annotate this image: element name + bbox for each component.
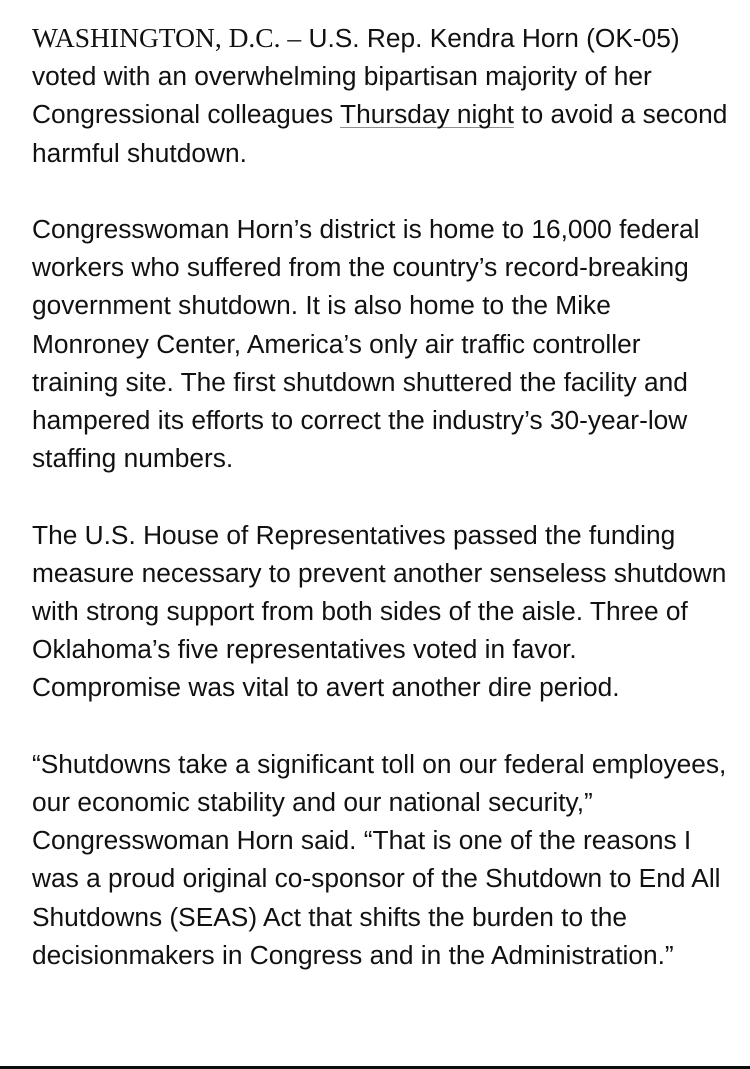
- paragraph-1: [32, 19, 732, 172]
- dateline: WASHINGTON, D.C. –: [32, 22, 302, 53]
- date-link[interactable]: Thursday night: [340, 99, 514, 130]
- press-release-body: [32, 19, 732, 974]
- paragraph-4: “Shutdowns take a significant toll on our federal employees, our economic stability and our national security,” Congresswoman Horn said. “That is one of the reasons I was a proud original co-sponsor of the Shutdown to End All Shutdowns (SEAS) Act that shifts the burden to the decisionmakers in Congress and in the Administration.”: [32, 748, 727, 970]
- paragraph-1-tail: to avoid a second harmful shutdown.: [32, 99, 728, 168]
- paragraph-2: Congresswoman Horn’s district is home to 16,000 federal workers who suffered from the country’s record-breaking government shutdown. It is also home to the Mike Monroney Center, America’s only air traffic controller training site. The first shutdown shuttered the facility and hampered its efforts to correct the industry’s 30-year-low staffing numbers.: [32, 214, 700, 474]
- paragraph-3: The U.S. House of Representatives passed the funding measure necessary to prevent another senseless shutdown with strong support from both sides of the aisle. Three of Oklahoma’s five representatives voted in favor. Compromise was vital to avert another dire period.: [32, 519, 727, 703]
- paragraph-1-lead: U.S. Rep. Kendra Horn (OK-05) voted with an overwhelming bipartisan majority of her Congressional colleagues: [32, 23, 680, 130]
